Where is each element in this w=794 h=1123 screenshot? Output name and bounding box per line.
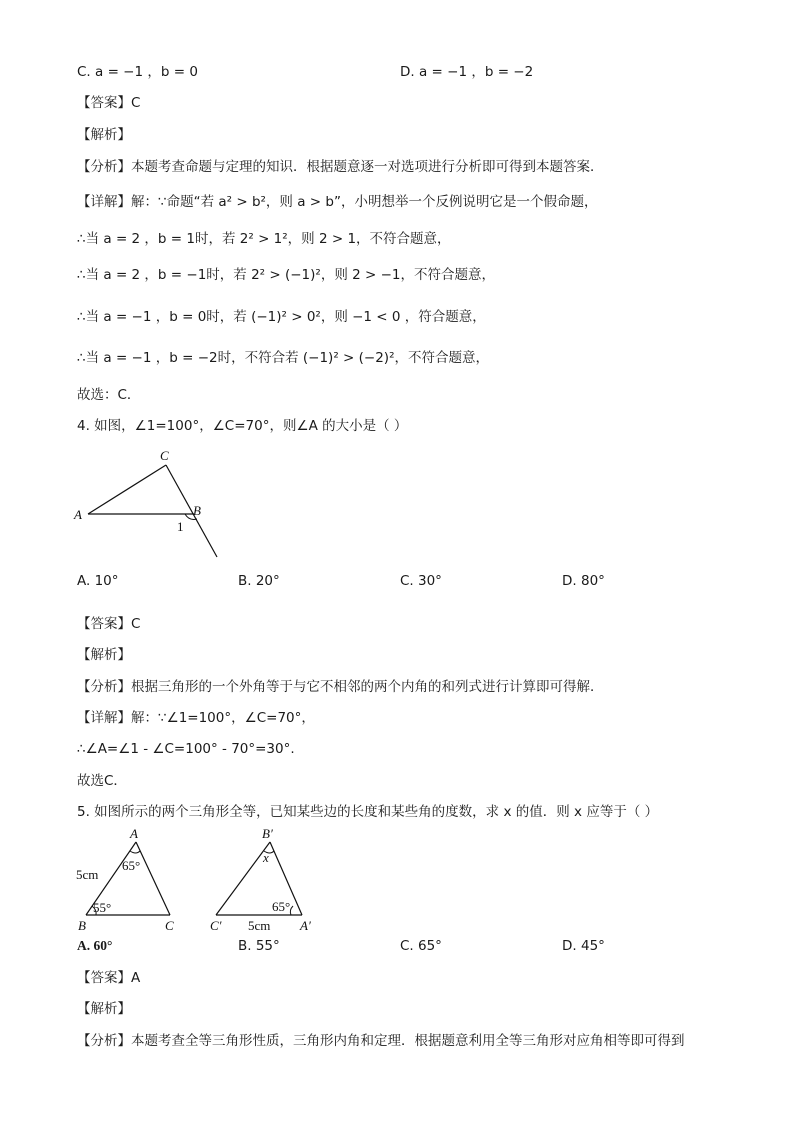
q4-option-d: D. 80° xyxy=(562,573,605,589)
q5-label-c: C xyxy=(165,918,174,933)
q3-xiangjie: 【详解】解：∵命题“若 a² > b²，则 a > b”，小明想举一个反例说明它是一个假命题， xyxy=(77,194,598,210)
q3-step-1: ∴当 a = 2 ，b = 1时，若 2² > 1²，则 2 > 1，不符合题意， xyxy=(77,231,451,247)
q5-triangle-abc-prime xyxy=(200,822,330,937)
q5-label-b-prime: B′ xyxy=(262,826,273,841)
q5-angle-a-prime-label: 65° xyxy=(272,899,291,914)
q4-label-1: 1 xyxy=(177,519,184,534)
q4-question: 4. 如图，∠1=100°，∠C=70°，则∠A 的大小是（ ） xyxy=(77,418,408,434)
q4-fenxi: 【分析】根据三角形的一个外角等于与它不相邻的两个内角的和列式进行计算即可得解． xyxy=(77,679,604,695)
q3-answer: 【答案】C xyxy=(77,95,141,111)
q5-label-b: B xyxy=(78,918,86,933)
q5-option-c: C. 65° xyxy=(400,938,442,954)
q4-side-ac xyxy=(88,465,166,514)
q3-step-4: ∴当 a = −1 ，b = −2时，不符合若 (−1)² > (−2)²，不符合题意， xyxy=(77,350,489,366)
q4-label-a: A xyxy=(74,507,82,522)
q5-angle-x-label: x xyxy=(263,850,269,865)
q4-analysis-heading: 【解析】 xyxy=(77,647,131,663)
q3-choose: 故选：C． xyxy=(77,387,141,403)
q5-angle-a-prime-arc xyxy=(290,906,293,915)
q5-side-label-prime: 5cm xyxy=(248,918,271,933)
q5-angle-b-label: 55° xyxy=(93,900,112,915)
q5-option-b: B. 55° xyxy=(238,938,280,954)
q4-label-c: C xyxy=(160,448,169,463)
q3-option-c: C. a = −1 ，b = 0 xyxy=(77,64,198,80)
q4-triangle-figure xyxy=(70,445,230,565)
q4-option-c: C. 30° xyxy=(400,573,442,589)
q4-option-b: B. 20° xyxy=(238,573,280,589)
q4-answer: 【答案】C xyxy=(77,616,141,632)
q5-answer: 【答案】A xyxy=(77,970,141,986)
q5-label-c-prime: C′ xyxy=(210,918,222,933)
q5-angle-a-arc xyxy=(130,851,140,853)
q3-fenxi: 【分析】本题考查命题与定理的知识．根据题意逐一对选项进行分析即可得到本题答案． xyxy=(77,159,604,175)
q4-label-b: B xyxy=(193,503,201,518)
q5-side-label: 5cm xyxy=(76,867,99,882)
q5-option-a-text: A. 60° xyxy=(77,938,113,953)
q3-step-2: ∴当 a = 2 ，b = −1时，若 2² > (−1)²，则 2 > −1，不符合题意， xyxy=(77,267,495,283)
q5-side-ac xyxy=(136,842,170,915)
q3-option-d: D. a = −1 ，b = −2 xyxy=(400,64,534,80)
q5-option-a xyxy=(77,936,112,956)
q3-step-3: ∴当 a = −1 ，b = 0时，若 (−1)² > 0²，则 −1 < 0 ，符合题意， xyxy=(77,309,486,325)
q4-side-cb-extended xyxy=(166,465,217,557)
q5-angle-a-label: 65° xyxy=(122,858,141,873)
q4-xiangjie: 【详解】解：∵∠1=100°，∠C=70°， xyxy=(77,710,315,726)
q4-choose: 故选C． xyxy=(77,773,127,789)
q5-side-b-c-prime xyxy=(216,842,270,915)
q5-question: 5. 如图所示的两个三角形全等，已知某些边的长度和某些角的度数，求 x 的值．则 x 应等于（ ） xyxy=(77,804,659,820)
q5-label-a: A xyxy=(130,826,138,841)
q4-step-1: ∴∠A=∠1 - ∠C=100° - 70°=30°. xyxy=(77,741,295,757)
q5-triangle-abc xyxy=(70,822,190,937)
q5-label-a-prime: A′ xyxy=(300,918,311,933)
q4-option-a: A. 10° xyxy=(77,573,119,589)
q5-fenxi: 【分析】本题考查全等三角形性质，三角形内角和定理．根据题意利用全等三角形对应角相等即可得到 xyxy=(77,1033,685,1049)
q5-analysis-heading: 【解析】 xyxy=(77,1001,131,1017)
q3-analysis-heading: 【解析】 xyxy=(77,127,131,143)
q5-option-d: D. 45° xyxy=(562,938,605,954)
